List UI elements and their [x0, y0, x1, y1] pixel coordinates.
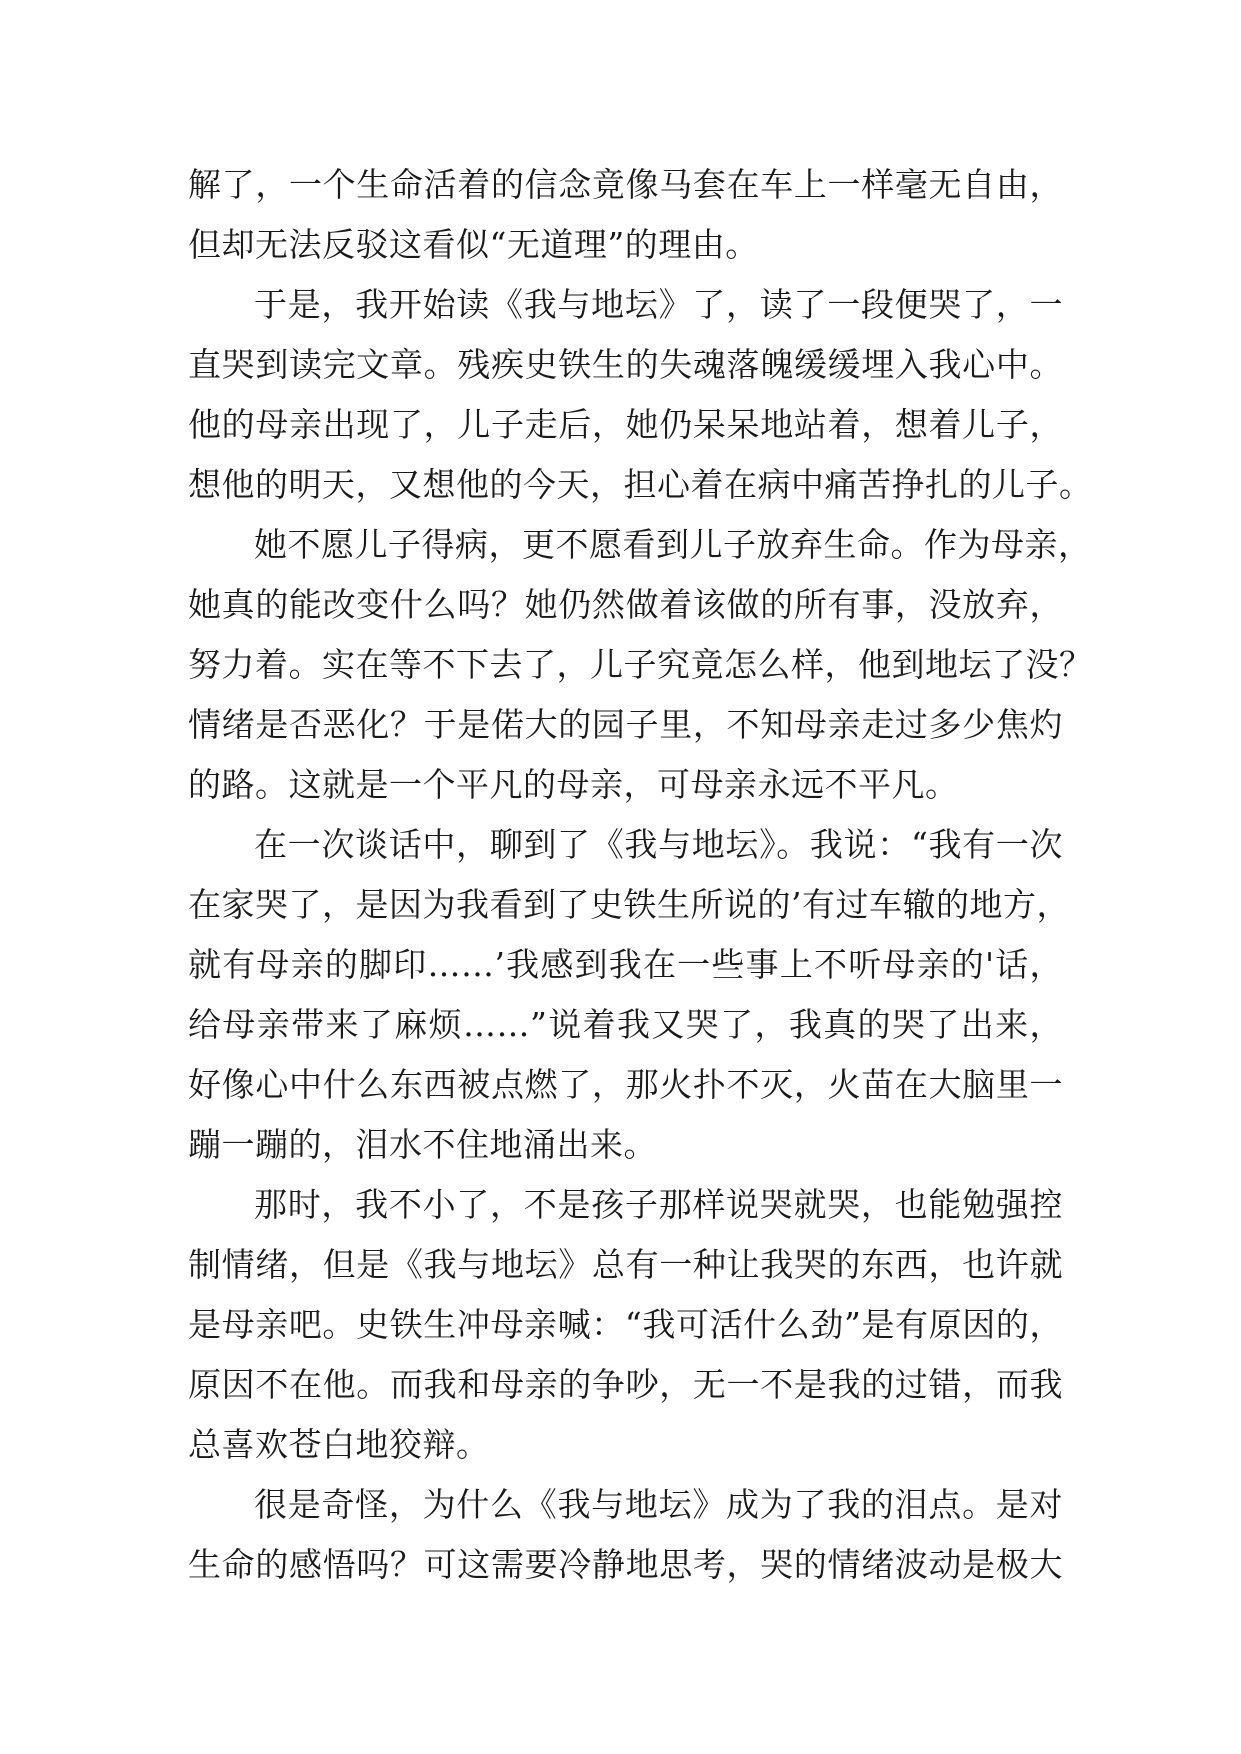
text-line: 好像心中什么东西被点燃了，那火扑不灭，火苗在大脑里一: [188, 1065, 1063, 1104]
text-line: 原因不在他。而我和母亲的争吵，无一不是我的过错，而我: [188, 1365, 1063, 1404]
text-line: 给母亲带来了麻烦……”说着我又哭了，我真的哭了出来，: [188, 1005, 1063, 1044]
text-line: 生命的感悟吗？可这需要冷静地思考，哭的情绪波动是极大: [188, 1545, 1063, 1584]
text-line: 的路。这就是一个平凡的母亲，可母亲永远不平凡。: [188, 765, 959, 804]
text-line: 制情绪，但是《我与地坛》总有一种让我哭的东西，也许就: [188, 1245, 1063, 1284]
text-line: 想他的明天，又想他的今天，担心着在病中痛苦挣扎的儿子。: [188, 465, 1093, 504]
text-line: 努力着。实在等不下去了，儿子究竟怎么样，他到地坛了没？: [188, 645, 1093, 684]
text-line: 情绪是否恶化？于是偌大的园子里，不知母亲走过多少焦灼: [188, 705, 1063, 744]
text-line: 在一次谈话中，聊到了《我与地坛》。我说：“我有一次: [254, 825, 1063, 864]
text-line: 解了，一个生命活着的信念竟像马套在车上一样毫无自由，: [188, 165, 1063, 204]
text-line: 直哭到读完文章。残疾史铁生的失魂落魄缓缓埋入我心中。: [188, 345, 1063, 384]
text-line: 于是，我开始读《我与地坛》了，读了一段便哭了，一: [254, 285, 1063, 324]
text-line: 但却无法反驳这看似“无道理”的理由。: [188, 225, 759, 264]
text-line: 在家哭了，是因为我看到了史铁生所说的’有过车辙的地方，: [188, 885, 1070, 924]
text-line: 那时，我不小了，不是孩子那样说哭就哭，也能勉强控: [254, 1185, 1063, 1224]
text-line: 她不愿儿子得病，更不愿看到儿子放弃生命。作为母亲，: [254, 525, 1092, 564]
text-line: 他的母亲出现了，儿子走后，她仍呆呆地站着，想着儿子，: [188, 405, 1063, 444]
text-line: 她真的能改变什么吗？她仍然做着该做的所有事，没放弃，: [188, 585, 1063, 624]
body-text: [188, 155, 1093, 1595]
text-line: 总喜欢苍白地狡辩。: [188, 1425, 490, 1464]
text-line: 蹦一蹦的，泪水不住地涌出来。: [188, 1125, 657, 1164]
text-line: 是母亲吧。史铁生冲母亲喊：“我可活什么劲”是有原因的，: [188, 1305, 1063, 1344]
text-line: 很是奇怪，为什么《我与地坛》成为了我的泪点。是对: [254, 1485, 1063, 1524]
text-line: 就有母亲的脚印……’我感到我在一些事上不听母亲的'话，: [188, 945, 1063, 984]
